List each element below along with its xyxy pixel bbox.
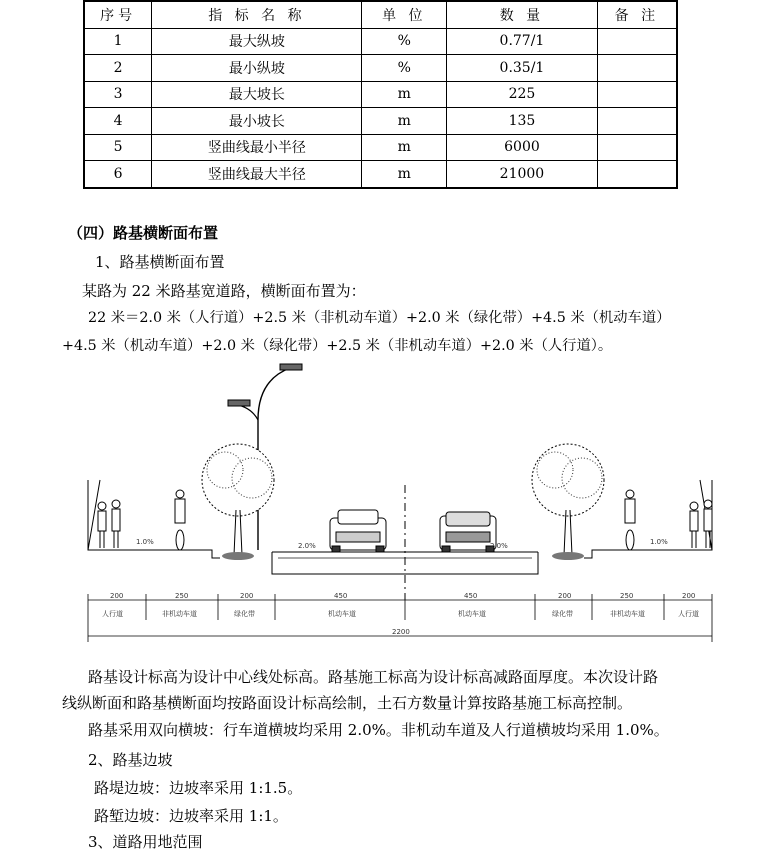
cell-no: 5	[84, 134, 152, 161]
cell-name: 竖曲线最小半径	[152, 134, 362, 161]
lane-label: 机动车道	[328, 610, 356, 618]
slope-label-right: 1.0%	[650, 538, 668, 546]
header-name: 指 标 名 称	[152, 1, 362, 28]
cyclist-left-icon	[175, 490, 185, 550]
cell-unit: %	[362, 28, 447, 55]
cell-note	[597, 28, 677, 55]
cell-qty: 0.35/1	[447, 55, 598, 82]
cell-note	[597, 81, 677, 108]
section-heading: （四）路基横断面布置	[68, 224, 219, 242]
lamp-head-lower	[228, 400, 250, 406]
lane-label: 绿化带	[234, 610, 255, 618]
paragraph-embankment: 路堤边坡：边坡率采用 1:1.5。	[94, 779, 303, 797]
cell-name: 最大坡长	[152, 81, 362, 108]
lane-label: 人行道	[678, 610, 699, 618]
dim-value: 450	[464, 592, 478, 600]
cell-qty: 21000	[447, 161, 598, 188]
table-row	[84, 161, 677, 188]
subsection-1: 1、路基横断面布置	[95, 253, 225, 271]
indicator-table	[83, 0, 678, 189]
subsection-2: 2、路基边坡	[88, 751, 173, 769]
paragraph-elevation-line1: 路基设计标高为设计中心线处标高。路基施工标高为设计标高减路面厚度。本次设计路	[88, 668, 659, 686]
left-tree-icon	[202, 444, 274, 560]
dim-value: 200	[110, 592, 124, 600]
table-row	[84, 81, 677, 108]
road-slope-left: 2.0%	[298, 542, 316, 550]
cell-note	[597, 55, 677, 82]
cell-unit: m	[362, 161, 447, 188]
table-row	[84, 134, 677, 161]
car-left-icon	[330, 510, 386, 552]
paragraph-layout-line2: +4.5 米（机动车道）+2.0 米（绿化带）+2.5 米（非机动车道）+2.0 米（人行道）。	[62, 338, 613, 354]
lamp-head-top	[280, 364, 302, 370]
cell-qty: 225	[447, 81, 598, 108]
cell-qty: 0.77/1	[447, 28, 598, 55]
total-width: 2200	[392, 628, 410, 636]
slope-label-left: 1.0%	[136, 538, 154, 546]
cyclist-right-icon	[625, 490, 635, 550]
header-note: 备 注	[597, 1, 677, 28]
dim-value: 250	[175, 592, 189, 600]
dim-value: 200	[558, 592, 572, 600]
subsection-3: 3、道路用地范围	[88, 833, 203, 851]
lane-label: 人行道	[102, 610, 123, 618]
cell-name: 最小纵坡	[152, 55, 362, 82]
paragraph-cross-slope: 路基采用双向横坡：行车道横坡均采用 2.0%。非机动车道及人行道横坡均采用 1.0%。	[88, 721, 669, 739]
cell-qty: 135	[447, 108, 598, 135]
cell-name: 竖曲线最大半径	[152, 161, 362, 188]
lane-label: 绿化带	[552, 610, 573, 618]
cell-no: 3	[84, 81, 152, 108]
paragraph-road-width: 某路为 22 米路基宽道路，横断面布置为：	[82, 282, 366, 300]
cell-note	[597, 134, 677, 161]
cell-qty: 6000	[447, 134, 598, 161]
paragraph-layout-line1: 22 米＝2.0 米（人行道）+2.5 米（非机动车道）+2.0 米（绿化带）+4.5 米（机动车道）	[88, 310, 671, 326]
header-qty: 数 量	[447, 1, 598, 28]
table-row	[84, 28, 677, 55]
cell-note	[597, 161, 677, 188]
pedestrian-left-icon	[98, 500, 120, 548]
cell-unit: m	[362, 134, 447, 161]
dim-value: 200	[240, 592, 254, 600]
road-slope-right: 2.0%	[490, 542, 508, 550]
table-header-row	[84, 1, 677, 28]
lane-label: 非机动车道	[162, 610, 197, 618]
paragraph-elevation-line2: 线纵断面和路基横断面均按路面设计标高绘制，土石方数量计算按路基施工标高控制。	[62, 694, 633, 712]
pedestrian-right-icon	[690, 500, 712, 548]
table-row	[84, 55, 677, 82]
cell-name: 最大纵坡	[152, 28, 362, 55]
cell-name: 最小坡长	[152, 108, 362, 135]
dim-value: 200	[682, 592, 696, 600]
left-embankment	[88, 480, 220, 558]
paragraph-cutting: 路堑边坡：边坡率采用 1:1。	[94, 807, 288, 825]
car-right-icon	[440, 512, 496, 552]
cell-no: 6	[84, 161, 152, 188]
lane-label: 机动车道	[458, 610, 486, 618]
header-unit: 单 位	[362, 1, 447, 28]
dim-value: 450	[334, 592, 348, 600]
table-row	[84, 108, 677, 135]
dim-value: 250	[620, 592, 634, 600]
cell-no: 1	[84, 28, 152, 55]
header-no: 序号	[84, 1, 152, 28]
cell-no: 4	[84, 108, 152, 135]
cross-section-diagram	[80, 360, 720, 650]
cell-unit: m	[362, 108, 447, 135]
right-tree-icon	[532, 444, 604, 560]
cell-unit: %	[362, 55, 447, 82]
lane-label: 非机动车道	[610, 610, 645, 618]
cell-unit: m	[362, 81, 447, 108]
cell-no: 2	[84, 55, 152, 82]
cell-note	[597, 108, 677, 135]
